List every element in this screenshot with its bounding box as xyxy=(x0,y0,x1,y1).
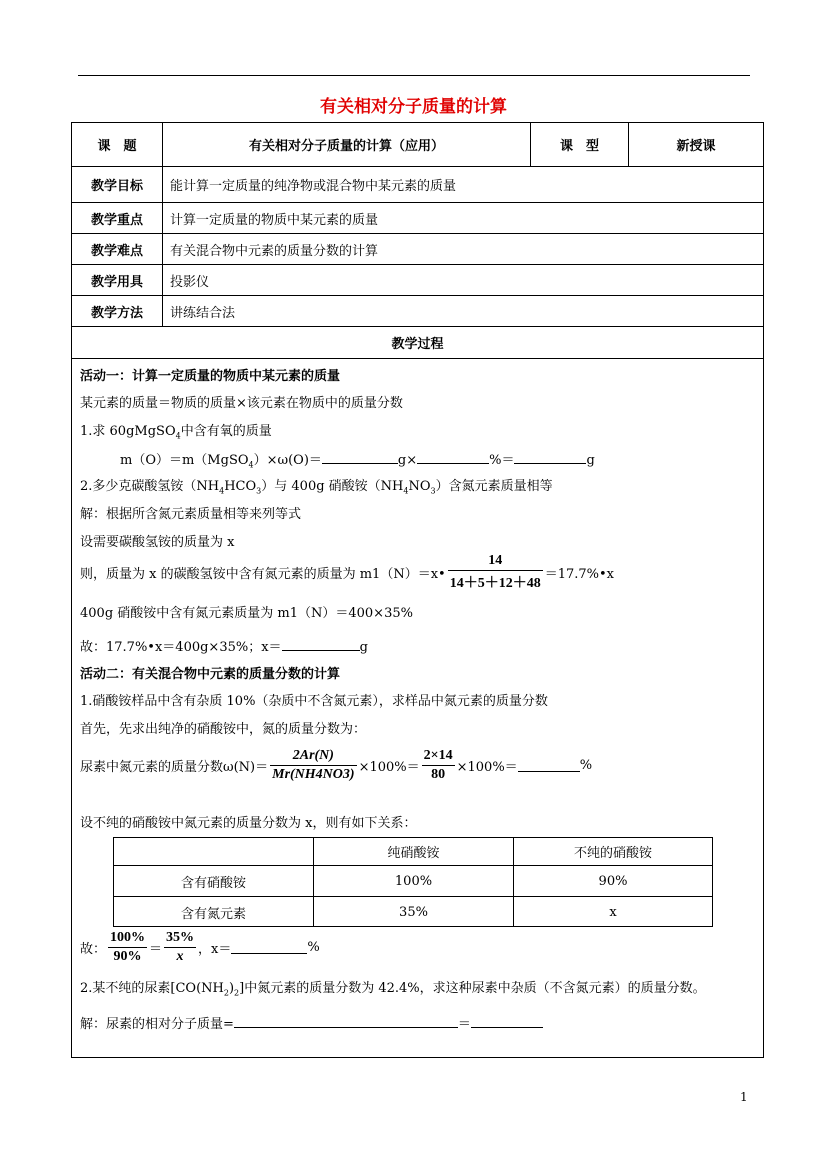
row-value-method: 讲练结合法 xyxy=(170,305,236,321)
fraction-35-over-x: $\frac{35\%}{x}$ xyxy=(166,930,195,964)
topic-value: 有关相对分子质量的计算（应用） xyxy=(248,139,444,154)
activity2-heading: 活动二：有关混合物中元素的质量分数的计算 xyxy=(80,667,341,682)
row-value-focus: 计算一定质量的物质中某元素的质量 xyxy=(170,212,379,228)
row-value-difficulty: 有关混合物中元素的质量分数的计算 xyxy=(170,243,379,259)
activity1-conclusion: 故：17.7%•x＝400g×35%；x＝ g xyxy=(80,640,368,655)
type-label: 课 型 xyxy=(559,139,599,154)
row-label-method: 教学方法 xyxy=(90,305,143,321)
process-header: 教学过程 xyxy=(391,337,444,352)
activity1-q2: 2.多少克碳酸氢铵$(NH_4HCO_3)$与 400g 硝酸铵$(NH_4NO_3)$含氮元素质量相等 xyxy=(80,479,553,496)
page-number: 1 xyxy=(740,1090,748,1104)
document-title: 有关相对分子质量的计算 xyxy=(320,97,507,117)
activity2-conclusion: 故： $\frac{100\%}{90\%}$ ＝ $\frac{35\%}{x}$ ，x＝ % xyxy=(80,930,320,964)
activity2-q2: 2.某不纯的尿素$[CO(NH_2)_2]$中氮元素的质量分数为 42.4%，求这种尿素中杂质（不含氮元素）的质量分数。 xyxy=(80,981,706,998)
fraction-2x14-over-80: $\frac{2\times 14}{80}$ xyxy=(423,748,453,782)
activity1-rule: 某元素的质量＝物质的质量×该元素在物质中的质量分数 xyxy=(80,396,403,411)
header-rule xyxy=(78,75,750,76)
row-label-tools: 教学用具 xyxy=(90,274,143,290)
type-value: 新授课 xyxy=(676,139,716,154)
activity2-set: 设不纯的硝酸铵中氮元素的质量分数为 x，则有如下关系： xyxy=(80,816,417,831)
fraction-2ArN-over-MrNH4NO3: $\frac{2Ar(N)}{Mr(NH4NO3)}$ xyxy=(272,748,355,782)
table-row-label: 含有氮元素 xyxy=(180,906,246,922)
activity1-solution: 解：根据所含氮元素质量相等来列等式 xyxy=(80,507,302,522)
table-cell: 100% xyxy=(394,873,433,889)
fraction-14-over-sum: $\frac{14}{14+5+12+48}$ xyxy=(449,553,541,591)
topic-label: 课 题 xyxy=(97,139,137,154)
activity2-solution: 解：尿素的相对分子质量= ＝ xyxy=(80,1013,543,1032)
activity1-then: 则，质量为 x 的碳酸氢铵中含有氮元素的质量为 m1（N）＝x• $\frac{14}{14+5+12+48}$ ＝17.7%•x xyxy=(80,553,615,591)
activity1-q1: 1.求 60gMgSO$_4$中含有氧的质量 xyxy=(80,424,272,441)
row-value-tools: 投影仪 xyxy=(170,274,210,290)
activity1-heading: 活动一：计算一定质量的物质中某元素的质量 xyxy=(80,369,341,384)
activity2-formula: 尿素中氮元素的质量分数ω(N)＝ $\frac{2Ar(N)}{Mr(NH4NO3)}$ ×100%＝ $\frac{2\times 14}{80}$ ×100%＝ % xyxy=(80,748,593,782)
activity2-q1: 1.硝酸铵样品中含有杂质 10%（杂质中不含氮元素），求样品中氮元素的质量分数 xyxy=(80,694,548,709)
row-label-focus: 教学重点 xyxy=(90,212,143,228)
activity1-q1-equation: m（O）＝m（MgSO$_4$）×ω(O)＝ g× %＝ g xyxy=(120,453,595,470)
fraction-100-over-90: $\frac{100\%}{90\%}$ xyxy=(110,930,146,964)
activity2-first: 首先，先求出纯净的硝酸铵中，氮的质量分数为： xyxy=(80,722,367,737)
row-value-goal: 能计算一定质量的纯净物或混合物中某元素的质量 xyxy=(170,179,457,194)
table-row-label: 含有硝酸铵 xyxy=(180,875,246,891)
row-label-difficulty: 教学难点 xyxy=(90,243,143,259)
activity1-400g: 400g 硝酸铵中含有氮元素质量为 m1（N）＝400×35% xyxy=(80,606,413,621)
table-cell: 35% xyxy=(399,904,428,920)
row-label-goal: 教学目标 xyxy=(90,179,143,194)
table-header-pure: 纯硝酸铵 xyxy=(387,846,440,861)
table-cell: x xyxy=(609,904,617,920)
activity1-let: 设需要碳酸氢铵的质量为 x xyxy=(80,535,235,550)
table-header-impure: 不纯的硝酸铵 xyxy=(573,846,652,861)
table-cell: 90% xyxy=(598,873,628,889)
